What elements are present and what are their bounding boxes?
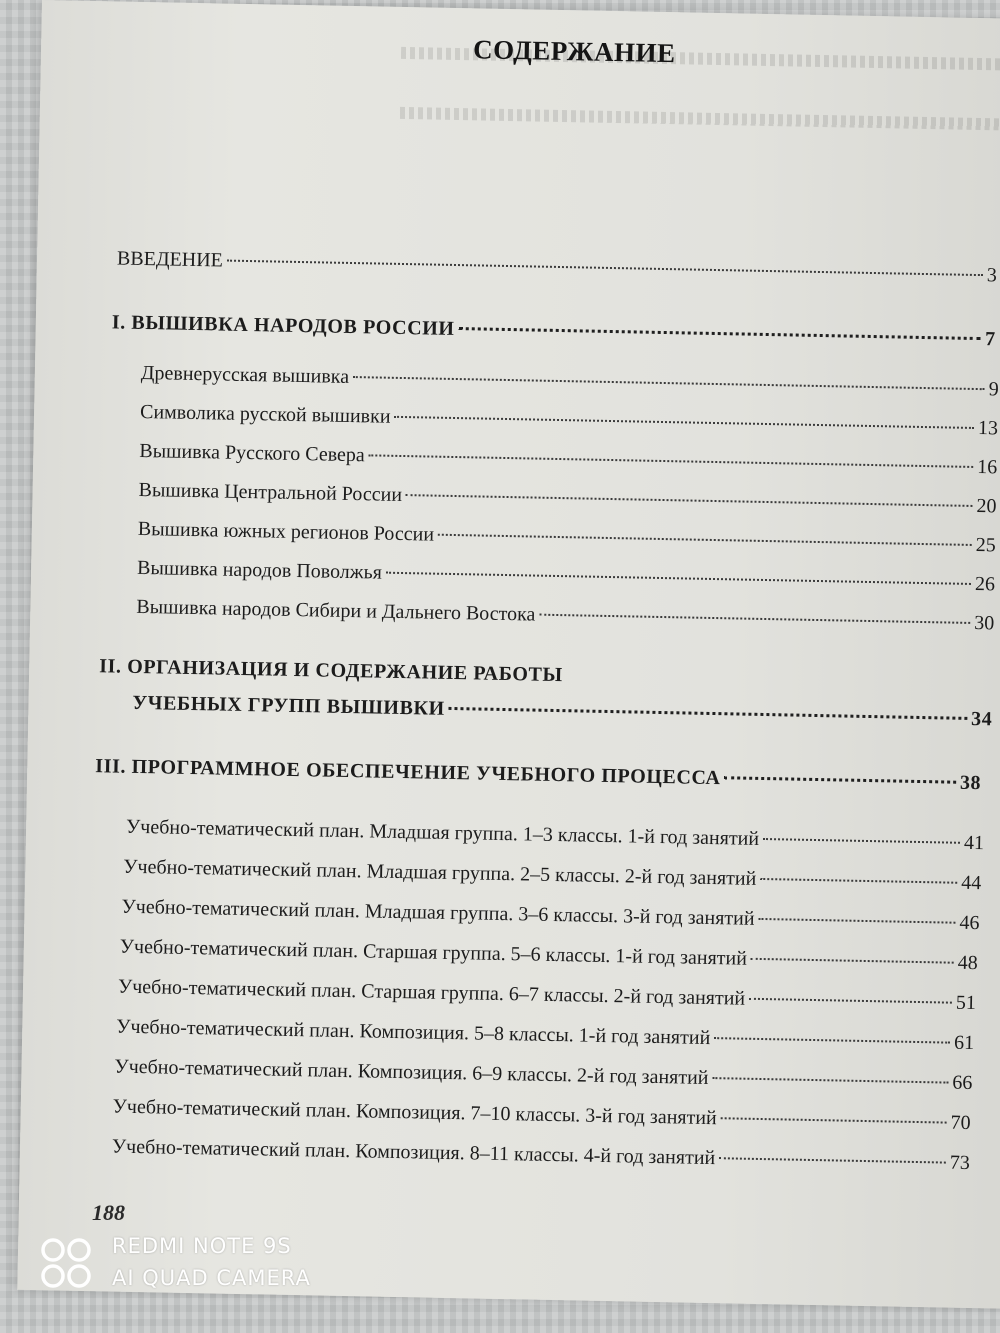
toc-entry-label: Символика русской вышивки: [139, 400, 391, 428]
toc-entry: [118, 974, 976, 1016]
leader-dots: [725, 776, 956, 783]
leader-dots: [449, 707, 967, 720]
toc-entry-page: 61: [953, 1031, 975, 1055]
toc-entry-label: Учебно-тематический план. Композиция. 5–8 классы. 1-й год занятий: [116, 1015, 711, 1050]
toc-entry-label: Вышивка народов Сибири и Дальнего Востока: [136, 595, 536, 626]
leader-dots: [227, 260, 983, 277]
leader-dots: [714, 1037, 950, 1044]
toc-entry-page: 41: [963, 831, 985, 855]
toc-entry-label: Учебно-тематический план. Композиция. 7–10 классы. 3-й год занятий: [112, 1095, 717, 1130]
page-number: 188: [92, 1200, 125, 1225]
leader-dots: [369, 454, 973, 468]
leader-dots: [386, 572, 971, 585]
leader-dots: [759, 918, 956, 924]
leader-dots: [751, 958, 954, 964]
toc-entry-page: 13: [977, 417, 999, 440]
toc-entry-label: Учебно-тематический план. Старшая группа. 6–7 классы. 2-й год занятий: [117, 975, 746, 1010]
toc-entry-introduction: [117, 245, 997, 288]
toc-entry-page: 9: [988, 378, 999, 401]
leader-dots: [395, 416, 974, 429]
toc-entry: [136, 594, 994, 636]
page-title: СОДЕРЖАНИЕ: [472, 34, 676, 69]
toc-entry-page: 3: [986, 264, 998, 287]
toc-section-2-heading-line1: II. ОРГАНИЗАЦИЯ И СОДЕРЖАНИЕ РАБОТЫ: [99, 655, 563, 687]
toc-entry-page: 16: [976, 456, 998, 479]
toc-entry: [112, 1134, 970, 1176]
toc-entry: [126, 814, 984, 856]
toc-entry-label: Учебно-тематический план. Младшая группа. 1–3 классы. 1-й год занятий: [125, 815, 760, 850]
toc-section-1-heading: [112, 309, 996, 352]
toc-entry-page: 34: [970, 707, 993, 731]
leader-dots: [760, 878, 957, 884]
toc-entry-label: Учебно-тематический план. Младшая группа. 2–5 классы. 2-й год занятий: [123, 855, 757, 890]
quad-camera-logo-icon: [40, 1236, 94, 1290]
leader-dots: [459, 327, 982, 340]
toc-entry-label: ВВЕДЕНИЕ: [116, 247, 224, 272]
toc-entry-page: 48: [957, 951, 978, 975]
watermark-line-1: REDMI NOTE 9S: [112, 1234, 292, 1258]
toc-entry: [138, 477, 996, 519]
toc-entry-page: 20: [976, 495, 997, 518]
leader-dots: [353, 376, 985, 390]
toc-entry: [137, 555, 995, 597]
leader-dots: [721, 1117, 947, 1123]
toc-entry-label: Учебно-тематический план. Композиция. 8–11 классы. 4-й год занятий: [111, 1135, 716, 1170]
toc-entry-label: Вышивка южных регионов России: [137, 517, 435, 546]
toc-entry-page: 66: [952, 1071, 973, 1095]
toc-entry-page: 38: [959, 771, 982, 795]
toc-entry-page: 51: [955, 991, 977, 1015]
leader-dots: [438, 534, 972, 546]
toc-entry: [123, 854, 981, 896]
toc-entry-page: 25: [975, 534, 996, 557]
toc-entry: [140, 399, 998, 441]
toc-entry-page: 70: [950, 1111, 971, 1135]
toc-entry-page: 26: [974, 573, 996, 596]
leader-dots: [712, 1077, 948, 1084]
leader-dots: [749, 998, 952, 1004]
toc-entry-page: 30: [974, 612, 995, 635]
toc-entry: [120, 934, 978, 976]
toc-entry-page: 7: [984, 328, 996, 351]
toc-entry: [141, 360, 999, 402]
toc-entry-label: III. ПРОГРАММНОЕ ОБЕСПЕЧЕНИЕ УЧЕБНОГО ПРОЦЕССА: [95, 755, 721, 790]
leader-dots: [719, 1157, 946, 1163]
toc-entry-label: Вышивка Центральной России: [138, 478, 403, 507]
toc-section-2-heading: [132, 690, 992, 733]
toc-entry: [113, 1094, 971, 1136]
leader-dots: [406, 494, 972, 507]
toc-entry-label: Учебно-тематический план. Старшая группа. 5–6 классы. 1-й год занятий: [119, 935, 748, 970]
toc-entry-label: I. ВЫШИВКА НАРОДОВ РОССИИ: [111, 311, 455, 340]
toc-section-3-heading: [95, 753, 981, 796]
toc-entry: [138, 516, 996, 558]
show-through-text: [400, 107, 1000, 131]
toc-entry-label: Вышивка народов Поволжья: [136, 556, 383, 584]
toc-entry-page: 44: [961, 871, 982, 895]
toc-entry-label: Древнерусская вышивка: [140, 361, 350, 388]
toc-entry-page: 73: [949, 1151, 971, 1175]
toc-entry-label: Учебно-тематический план. Композиция. 6–9 классы. 2-й год занятий: [114, 1055, 709, 1089]
toc-entry: [116, 1014, 974, 1056]
toc-entry-label: Учебно-тематический план. Младшая группа. 3–6 классы. 3-й год занятий: [121, 895, 755, 930]
toc-entry: [139, 438, 997, 480]
book-page: [17, 0, 1000, 1309]
leader-dots: [539, 614, 970, 624]
leader-dots: [763, 838, 960, 844]
watermark-line-2: AI QUAD CAMERA: [112, 1266, 311, 1290]
toc-entry-label: УЧЕБНЫХ ГРУПП ВЫШИВКИ: [132, 691, 445, 720]
toc-entry-page: 46: [959, 911, 980, 935]
toc-entry: [121, 894, 979, 936]
toc-entry-label: Вышивка Русского Севера: [139, 439, 365, 467]
toc-entry: [114, 1054, 972, 1096]
